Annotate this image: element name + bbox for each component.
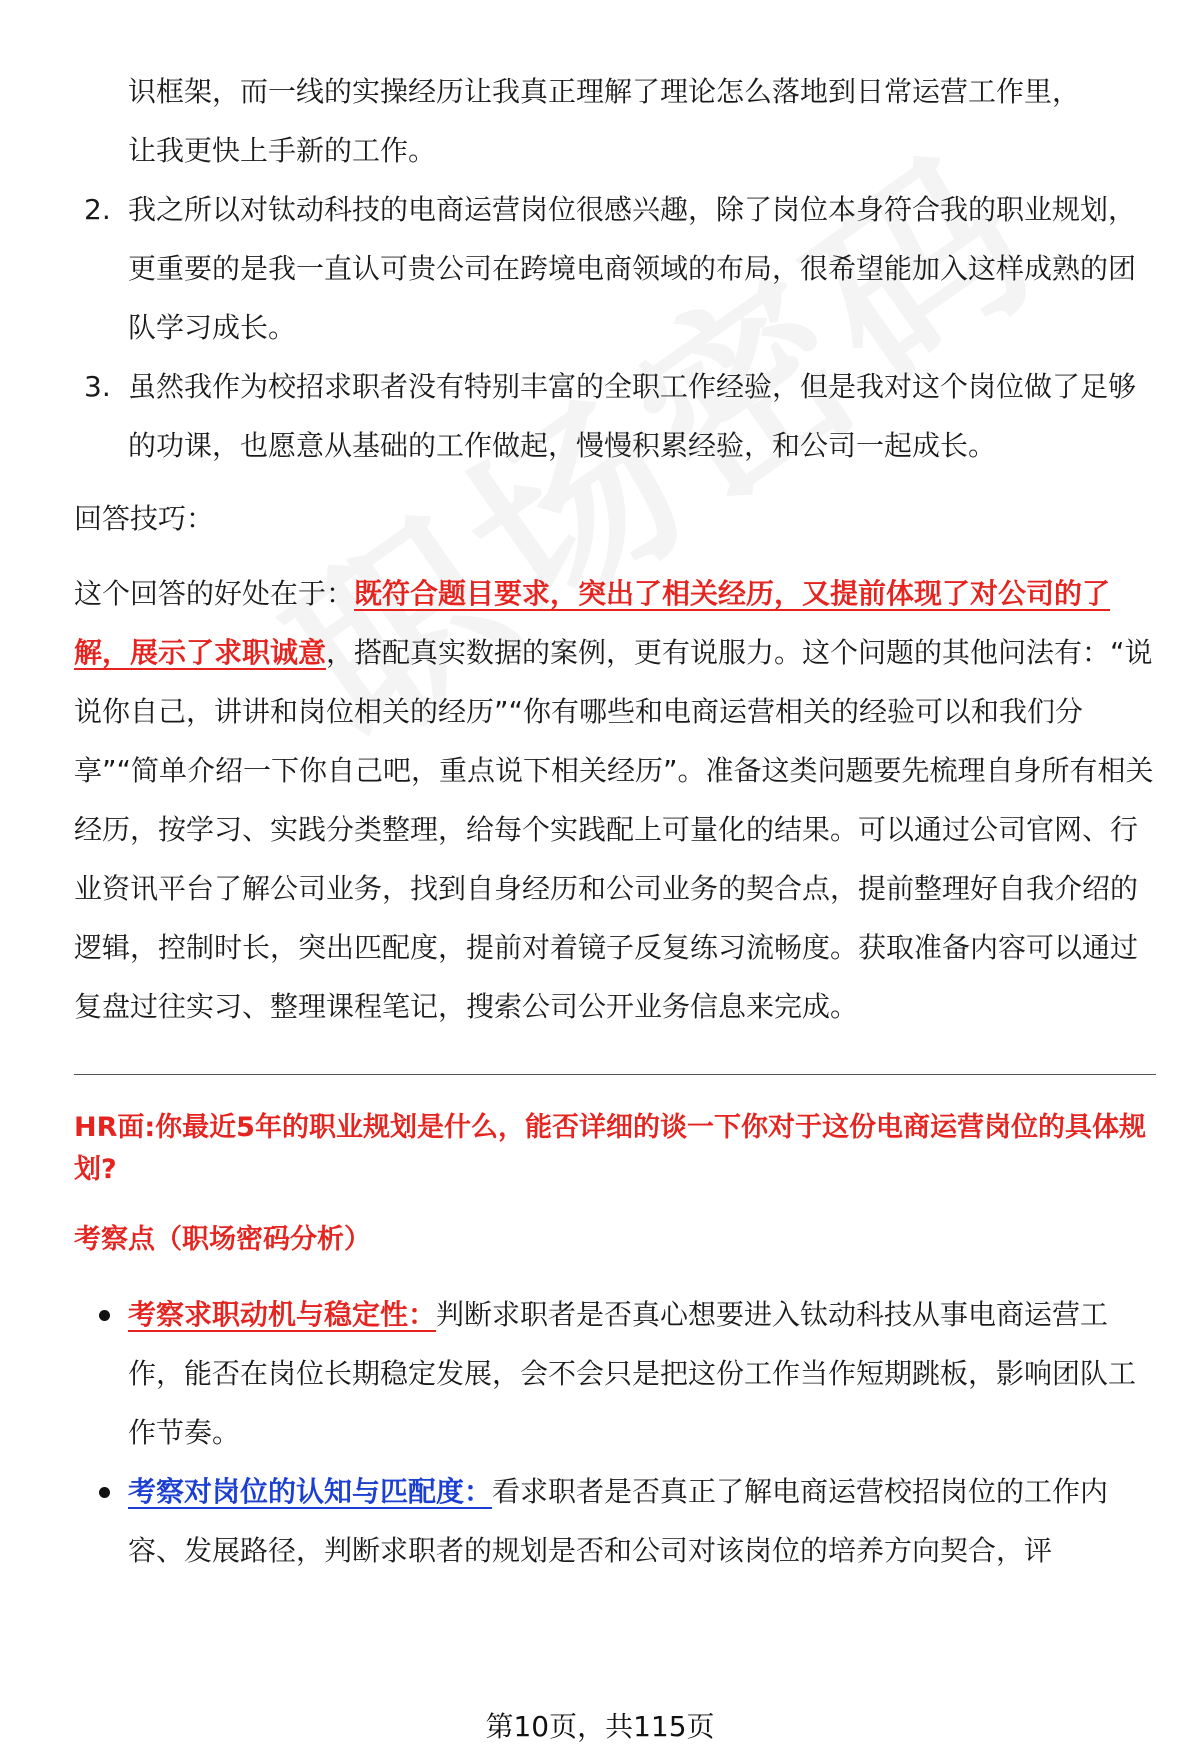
bullet-icon: [99, 1487, 110, 1498]
list-text: 我之所以对钛动科技的电商运营岗位很感兴趣，除了岗位本身符合我的职业规划，更重要的是我一直认可贵公司在跨境电商领域的布局，很希望能加入这样成熟的团队学习成长。: [128, 193, 1137, 344]
bullet-text: 判断求职者是否真心想要进入钛动科技从事电商运营工作，能否在岗位长期稳定发展，会不会只是把这份工作当作短期跳板，影响团队工作节奏。: [128, 1298, 1137, 1449]
list-item: [74, 1285, 1154, 1462]
list-number: 2.: [84, 193, 111, 226]
list-text: 虽然我作为校招求职者没有特别丰富的全职工作经验，但是我对这个岗位做了足够的功课，也愿意从基础的工作做起，慢慢积累经验，和公司一起成长。: [128, 370, 1137, 462]
analysis-heading: 考察点（职场密码分析）: [74, 1224, 371, 1255]
page-footer: 第10页，共115页: [485, 1710, 715, 1743]
tips-prefix: 这个回答的好处在于：: [74, 577, 355, 610]
list-number: 3.: [84, 370, 111, 403]
tips-body: ，搭配真实数据的案例，更有说服力。这个问题的其他问法有：“说说你自己，讲讲和岗位相关的经历”“你有哪些和电商运营相关的经验可以和我们分享”“简单介绍一下你自己吧，重点说下相关经历”。准备这类问题要先梳理自身所有相关经历，按学习、实践分类整理，给每个实践配上可量化的结果。可以通过公司官网、行业资讯平台了解公司业务，找到自身经历和公司业务的契合点，提前整理好自我介绍的逻辑，控制时长，突出匹配度，提前对着镜子反复练习流畅度。获取准备内容可以通过复盘过往实习、整理课程笔记，搜索公司公开业务信息来完成。: [74, 636, 1154, 1023]
bullet-text: 看求职者是否真正了解电商运营校招岗位的工作内容、发展路径，判断求职者的规划是否和公司对该岗位的培养方向契合，评: [128, 1475, 1109, 1567]
tips-paragraph: [74, 564, 1154, 1036]
bullet-title: 考察求职动机与稳定性：: [128, 1298, 437, 1331]
list-item: [74, 180, 1154, 357]
continuation-line-1: 识框架，而一线的实操经历让我真正理解了理论怎么落地到日常运营工作里，: [128, 75, 1081, 108]
section-divider: [74, 1074, 1156, 1075]
bullet-title: 考察对岗位的认知与匹配度：: [128, 1475, 493, 1508]
list-item: [74, 357, 1154, 475]
analysis-list: [74, 1285, 1154, 1580]
continuation-paragraph: [74, 62, 1154, 180]
bullet-icon: [99, 1310, 110, 1321]
hr-question-heading: HR面:你最近5年的职业规划是什么，能否详细的谈一下你对于这份电商运营岗位的具体规划?: [74, 1112, 1146, 1185]
tips-highlight: 既符合题目要求，突出了相关经历，又提前体现了对公司的了解，展示了求职诚意: [74, 577, 1111, 669]
continuation-line-2: 让我更快上手新的工作。: [128, 134, 437, 167]
document-page: [74, 62, 1154, 1580]
list-item: [74, 1462, 1154, 1580]
tips-label: 回答技巧：: [74, 502, 215, 535]
